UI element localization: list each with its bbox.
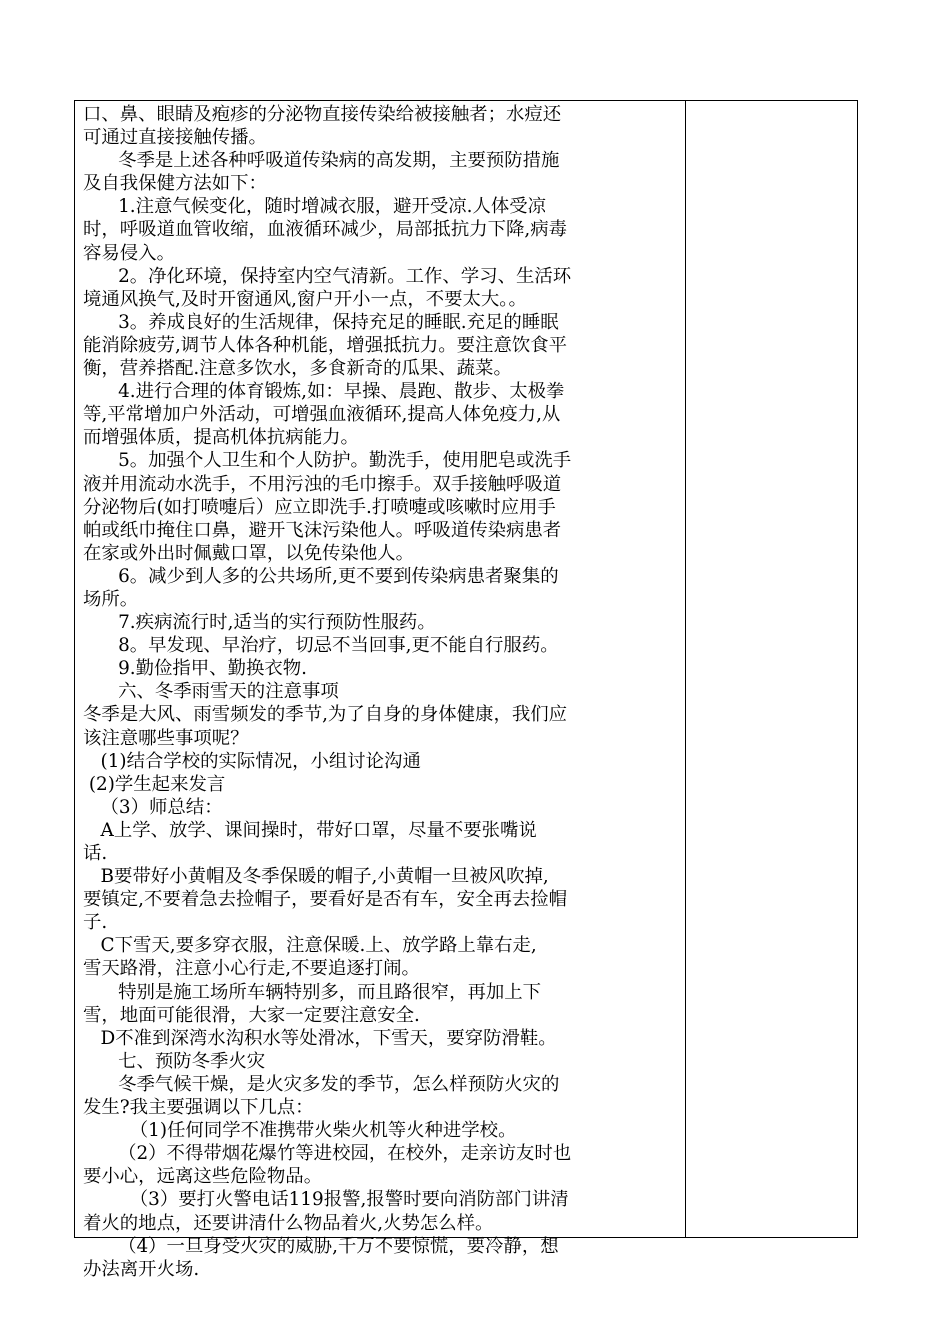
remarks-cell — [686, 101, 857, 1237]
text-line: 着火的地点，还要讲清什么物品着火,火势怎么样。 — [83, 1212, 494, 1234]
text-line: 5。加强个人卫生和个人防护。勤洗手，使用肥皂或洗手 — [83, 450, 572, 472]
text-line: 帕或纸巾掩住口鼻，避开飞沫污染他人。呼吸道传染病患者 — [83, 519, 562, 541]
text-line: 衡，营养搭配.注意多饮水，多食新奇的瓜果、蔬菜。 — [83, 358, 512, 380]
text-line: （4）一旦身受火灾的威胁,千万不要惊慌，要冷静，想 — [83, 1235, 559, 1257]
text-line: 冬季是大风、雨雪频发的季节,为了自身的身体健康，我们应 — [83, 704, 568, 726]
text-line: 办法离开火场. — [83, 1258, 200, 1280]
text-line: 要小心，远离这些危险物品。 — [83, 1166, 323, 1188]
text-line: 及自我保健方法如下： — [83, 173, 267, 195]
text-line: 雪，地面可能很滑，大家一定要注意安全. — [83, 1004, 420, 1026]
text-line: A上学、放学、课间操时，带好口罩，尽量不要张嘴说 — [83, 819, 537, 841]
text-line: （2）不得带烟花爆竹等进校园，在校外，走亲访友时也 — [83, 1143, 572, 1165]
text-line: 子. — [83, 912, 108, 934]
text-line: 境通风换气,及时开窗通风,窗户开小一点，不要太大。。 — [83, 288, 527, 310]
text-line: 等,平常增加户外活动，可增强血液循环,提高人体免疫力,从 — [83, 404, 561, 426]
text-line: 分泌物后(如打喷嚏后）应立即洗手.打喷嚏或咳嗽时应用手 — [83, 496, 556, 518]
text-line: 能消除疲劳,调节人体各种机能，增强抵抗力。要注意饮食平 — [83, 334, 568, 356]
text-line: 可通过直接接触传播。 — [83, 127, 267, 149]
text-line: 时，呼吸道血管收缩，血液循环减少，局部抵抗力下降,病毒 — [83, 219, 568, 241]
text-line: 3。养成良好的生活规律，保持充足的睡眠.充足的睡眠 — [83, 311, 559, 333]
text-line: 1.注意气候变化，随时增减衣服，避开受凉.人体受凉 — [83, 196, 547, 218]
text-line: 冬季气候干燥，是火灾多发的季节，怎么样预防火灾的 — [83, 1073, 560, 1095]
text-line: C下雪天,要多穿衣服，注意保暖.上、放学路上靠右走, — [83, 935, 537, 957]
text-line: （3）师总结： — [83, 796, 223, 818]
text-line: 该注意哪些事项呢？ — [83, 727, 249, 749]
text-line: 话. — [83, 843, 108, 864]
text-line: 8。早发现、早治疗，切忌不当回事,更不能自行服药。 — [83, 635, 559, 657]
text-line: 口、鼻、眼睛及疱疹的分泌物直接传染给被接触者；水痘还 — [83, 104, 562, 125]
text-line: 容易侵入。 — [83, 242, 175, 264]
text-line: D不准到深湾水沟积水等处滑冰，下雪天，要穿防滑鞋。 — [83, 1027, 557, 1049]
text-line: 七、预防冬季火灾 — [83, 1050, 266, 1072]
text-body — [83, 103, 677, 1281]
text-line: （1)任何同学不准携带火柴火机等火种进学校。 — [83, 1120, 517, 1142]
text-line: 6。减少到人多的公共场所,更不要到传染病患者聚集的 — [83, 565, 559, 587]
text-line: （3）要打火警电话119报警,报警时要向消防部门讲清 — [83, 1189, 569, 1211]
text-line: 冬季是上述各种呼吸道传染病的高发期，主要预防措施 — [83, 150, 560, 172]
main-text-cell — [75, 101, 685, 1280]
text-line: 雪天路滑，注意小心行走,不要追逐打闹。 — [83, 958, 420, 980]
text-line: 液并用流动水洗手，不用污浊的毛巾擦手。双手接触呼吸道 — [83, 473, 562, 495]
text-line: 2。净化环境，保持室内空气清新。工作、学习、生活环 — [83, 265, 572, 287]
text-line: 在家或外出时佩戴口罩，以免传染他人。 — [83, 542, 415, 564]
text-line: 发生?我主要强调以下几点： — [83, 1097, 314, 1119]
content-table — [74, 100, 858, 1280]
text-line: B要带好小黄帽及冬季保暖的帽子,小黄帽一旦被风吹掉, — [83, 866, 549, 888]
text-line: 特别是施工场所车辆特别多，而且路很窄，再加上下 — [83, 981, 542, 1003]
text-line: 9.勤俭指甲、勤换衣物. — [83, 658, 307, 680]
text-line: 4.进行合理的体育锻炼,如：早操、晨跑、散步、太极拳 — [83, 381, 565, 403]
text-line: 场所。 — [83, 588, 139, 610]
text-line: (2)学生起来发言 — [83, 773, 226, 795]
text-line: 六、冬季雨雪天的注意事项 — [83, 681, 339, 703]
text-line: (1)结合学校的实际情况，小组讨论沟通 — [83, 750, 421, 772]
text-line: 7.疾病流行时,适当的实行预防性服药。 — [83, 612, 436, 634]
text-line: 要镇定,不要着急去捡帽子，要看好是否有车，安全再去捡帽 — [83, 889, 568, 911]
text-line: 而增强体质，提高机体抗病能力。 — [83, 427, 359, 449]
